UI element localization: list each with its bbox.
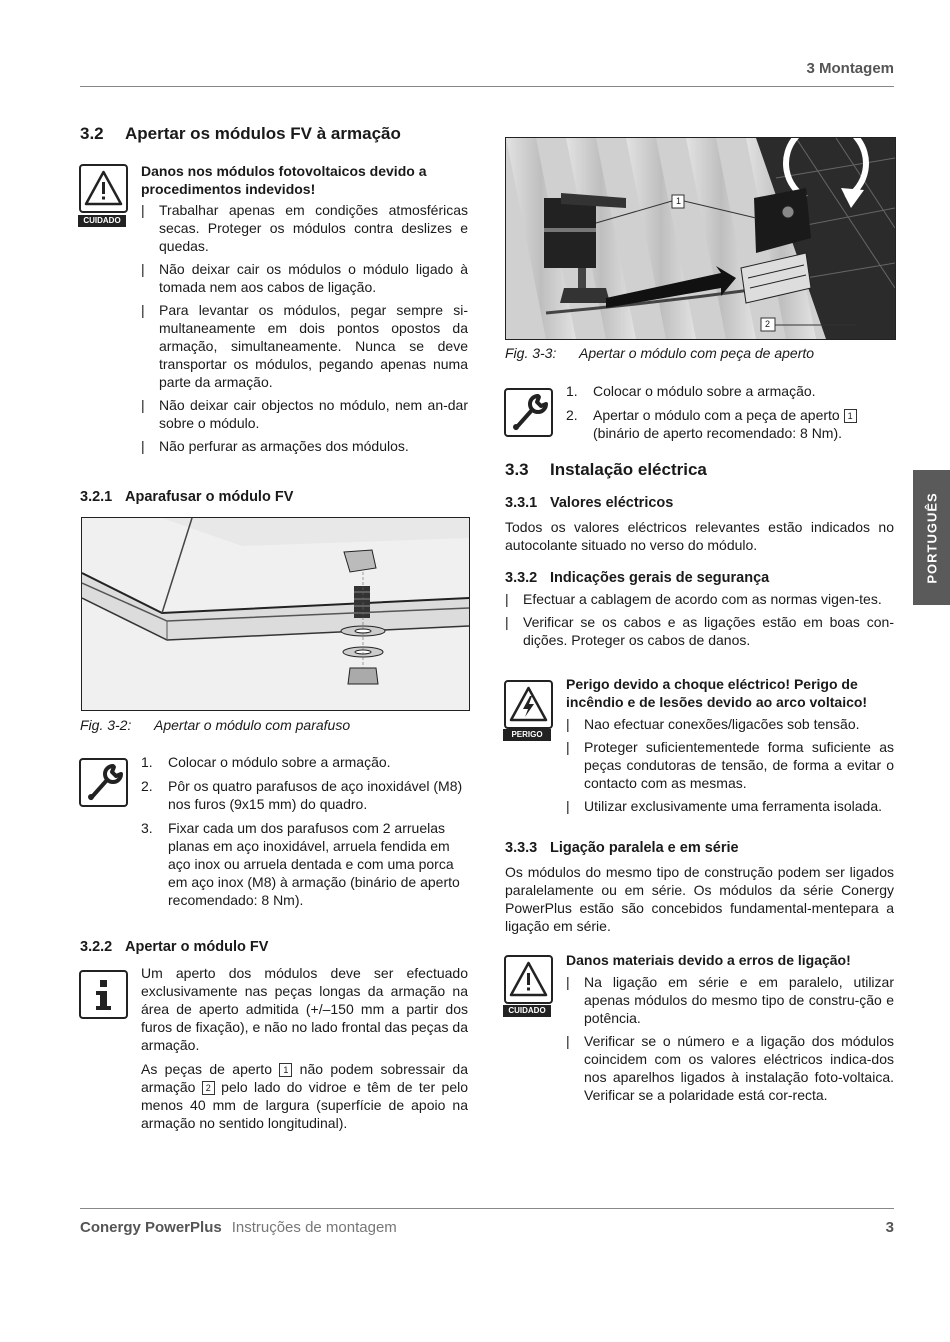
footer-brand — [80, 1219, 397, 1236]
step-number: 1. — [566, 383, 578, 399]
figure-3-2-caption — [80, 717, 350, 733]
caution-badge: CUIDADO — [78, 215, 126, 227]
step-number: 2. — [566, 407, 578, 423]
list-item: | Verificar se o número e a ligação dos módulos coincidem com os valores eléctricos indica-dos nos aparelhos ligados à instalação foto-voltaica. Verificar se a polaridade está cor-recta. — [566, 1032, 894, 1104]
wrench-icon — [504, 388, 553, 437]
paragraph: Um aperto dos módulos deve ser efectuado exclusivamente nas peças longas da armação na área de aperto admitida (+/–150 mm a partir dos furos de fixação), e não no lado frontal das peças da armação. — [141, 965, 468, 1053]
text-run: As peças de aperto — [141, 1061, 272, 1077]
danger-list — [566, 715, 894, 820]
document-subtitle: Instruções de montagem — [231, 1219, 397, 1236]
figure-caption-text: Apertar o módulo com peça de aperto — [579, 345, 815, 361]
section-3-2-1-heading — [80, 489, 293, 505]
section-3-2-heading — [80, 124, 401, 144]
warning-heading: Danos nos módulos fotovoltaicos devido a procedimentos indevidos! — [141, 163, 427, 197]
section-number: 3.3.3 — [505, 840, 538, 856]
footer-rule — [80, 1208, 894, 1209]
list-item: | Trabalhar apenas em condições atmosféricas secas. Proteger os módulos contra deslizes e quedas. — [141, 201, 468, 255]
list-item: | Para levantar os módulos, pegar sempre si-multaneamente em dois pontos opostos da armação, simultaneamente. Nunca se deve transportar os módulos, pegando apenas numa parte da armação. — [141, 301, 468, 391]
figure-3-3-caption — [505, 345, 814, 361]
figure-3-3-image — [505, 137, 896, 340]
language-tab-label: PORTUGUÊS — [924, 491, 939, 584]
step-number: 3. — [141, 820, 153, 836]
list-item: | Não perfurar as armações dos módulos. — [141, 437, 468, 455]
danger-heading: Perigo devido a choque eléctrico! Perigo de incêndio e de lesões devido ao arco voltaico! — [566, 676, 868, 710]
caution-badge: CUIDADO — [503, 1005, 551, 1017]
paragraph: Os módulos do mesmo tipo de construção podem ser ligados paralelamente ou em série. Os módulos da série Conergy PowerPlus estão são concebidos fundamental-mentepara a ligação em série. — [505, 864, 894, 934]
caution-icon — [504, 955, 553, 1004]
callout-ref-1: 1 — [844, 409, 857, 423]
section-title: Valores eléctricos — [550, 495, 674, 511]
section-3-3-2-heading — [505, 570, 769, 586]
callout-ref-2: 2 — [202, 1081, 215, 1095]
section-title: Apertar o módulo FV — [125, 939, 269, 955]
language-tab — [913, 470, 950, 605]
safety-list — [505, 590, 894, 654]
caution-icon — [79, 164, 128, 213]
list-item — [566, 382, 894, 400]
list-item: | Não deixar cair os módulos o módulo ligado à tomada nem aos cabos de ligação. — [141, 260, 468, 296]
callout-2: 2 — [764, 319, 770, 329]
list-item — [141, 753, 468, 771]
text-run: pelo lado do vidroe e têm de ter pelo menos 40 mm de largura (superfície de apoio na armação no sentido longitudinal). — [141, 1079, 469, 1131]
paragraph: Todos os valores eléctricos relevantes estão indicados no autocolante situado no verso do módulo. — [505, 519, 894, 553]
list-item: | Nao efectuar conexões/ligacões sob tensão. — [566, 715, 894, 733]
list-item: | Efectuar a cablagem de acordo com as normas vigen-tes. — [505, 590, 894, 608]
section-number: 3.3 — [505, 460, 529, 479]
section-title: Aparafusar o módulo FV — [125, 489, 294, 505]
steps-list — [141, 753, 468, 915]
step-text: Colocar o módulo sobre a armação. — [168, 754, 391, 770]
steps-list — [566, 382, 894, 448]
list-item: | Proteger suficientementede forma suficiente as peças condutoras de tensão, de forma a evitar o contacto com as mesmas. — [566, 738, 894, 792]
section-3-3-3-heading — [505, 840, 739, 856]
section-title: Instalação eléctrica — [550, 460, 707, 479]
figure-caption-text: Apertar o módulo com parafuso — [154, 717, 351, 733]
list-item: | Utilizar exclusivamente uma ferramenta isolada. — [566, 797, 894, 815]
list-item: | Não deixar cair objectos no módulo, nem an-dar sobre o módulo. — [141, 396, 468, 432]
electric-hazard-icon — [504, 680, 553, 729]
warning-list — [566, 973, 894, 1109]
step-text: Apertar o módulo com a peça de aperto — [593, 407, 840, 423]
wrench-icon — [79, 758, 128, 807]
callout-ref-1: 1 — [279, 1063, 292, 1077]
step-text: (binário de aperto recomendado: 8 Nm). — [593, 425, 843, 441]
step-number: 2. — [141, 778, 153, 794]
warning-list — [141, 201, 468, 460]
section-number: 3.3.1 — [505, 495, 538, 511]
figure-number: Fig. 3-3: — [505, 345, 557, 361]
list-item — [566, 406, 894, 442]
section-title: Indicações gerais de segurança — [550, 570, 770, 586]
section-title: Ligação paralela e em série — [550, 840, 739, 856]
paragraph — [141, 1060, 468, 1132]
section-number: 3.2 — [80, 124, 104, 143]
list-item — [141, 777, 468, 813]
header-rule — [80, 86, 894, 87]
figure-number: Fig. 3-2: — [80, 717, 132, 733]
section-3-3-1-heading — [505, 495, 673, 511]
list-item: | Na ligação em série e em paralelo, utilizar apenas módulos do mesmo tipo de constru-ção e potência. — [566, 973, 894, 1027]
list-item — [141, 819, 468, 909]
figure-3-2-image — [81, 517, 470, 711]
step-text: Colocar o módulo sobre a armação. — [593, 383, 816, 399]
brand-name: Conergy PowerPlus — [80, 1219, 222, 1236]
section-3-3-heading — [505, 460, 707, 480]
step-number: 1. — [141, 754, 153, 770]
section-title: Apertar os módulos FV à armação — [125, 124, 401, 143]
step-text: Pôr os quatro parafusos de aço inoxidável (M8) nos furos (9x15 mm) do quadro. — [168, 778, 463, 812]
danger-badge: PERIGO — [503, 729, 551, 741]
info-icon — [79, 970, 128, 1019]
section-number: 3.2.1 — [80, 489, 113, 505]
callout-1: 1 — [675, 196, 681, 206]
step-text: Fixar cada um dos parafusos com 2 arruelas planas em aço inoxidável, arruela fendida em aço inox ou arruela dentada e com uma porca em aço inox (M8) à armação (binário de aperto recomendado: 8 Nm). — [168, 820, 460, 908]
section-number: 3.3.2 — [505, 570, 538, 586]
section-number: 3.2.2 — [80, 939, 113, 955]
text-run: não podem sobressair da armação — [141, 1061, 468, 1095]
page-number: 3 — [885, 1219, 894, 1236]
section-3-2-2-heading — [80, 939, 268, 955]
list-item: | Verificar se os cabos e as ligações estão em boas con-dições. Proteger os cabos de danos. — [505, 613, 894, 649]
header-section-title: 3 Montagem — [806, 60, 894, 77]
warning-heading: Danos materiais devido a erros de ligação! — [566, 952, 851, 968]
